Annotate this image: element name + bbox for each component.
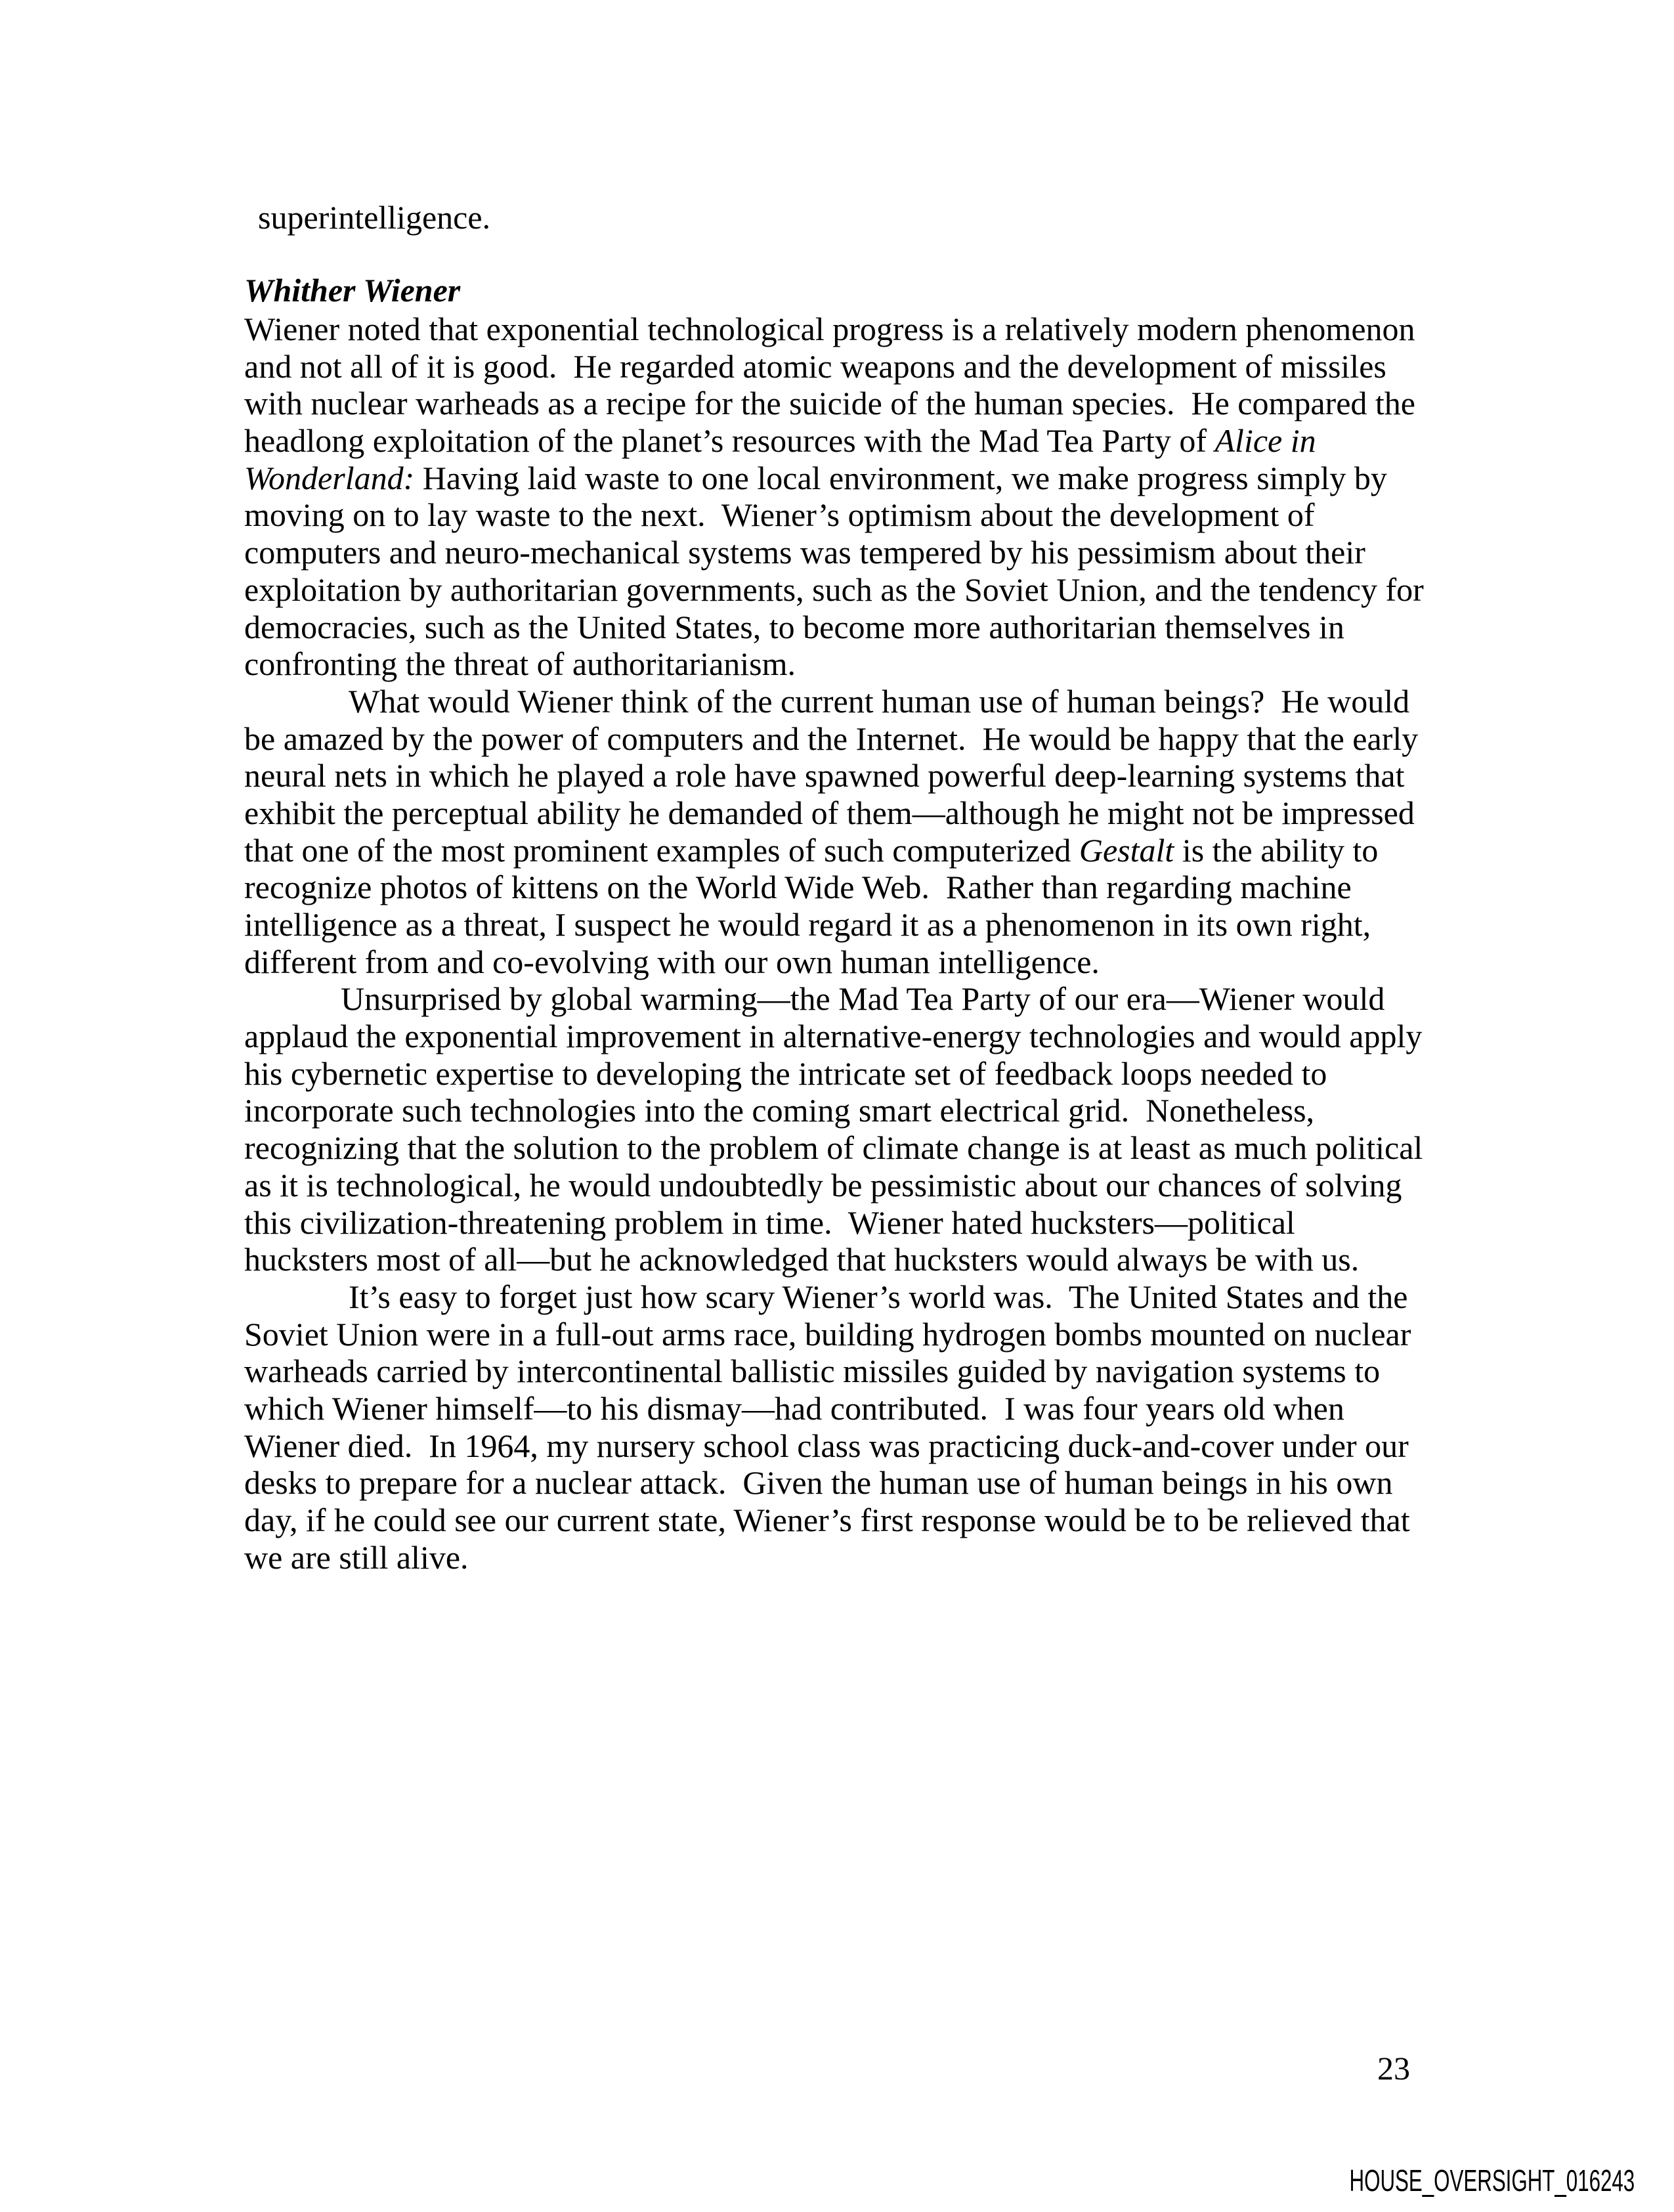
text-line (244, 1167, 1424, 1204)
text-segment: headlong exploitation of the planet’s resources with the Mad Tea Party of (244, 422, 1215, 460)
text-segment: warheads carried by intercontinental ballistic missiles guided by navigation systems to (244, 1353, 1381, 1390)
text-segment: democracies, such as the United States, to become more authoritarian themselves in (244, 608, 1344, 645)
text-line (244, 980, 1424, 1018)
text-segment: desks to prepare for a nuclear attack. Given the human use of human beings in his own (244, 1464, 1393, 1502)
text-line (244, 645, 1424, 683)
text-segment: Unsurprised by global warming—the Mad Tea Party of our era—Wiener would (341, 980, 1385, 1018)
text-line (244, 720, 1424, 758)
text-segment: as it is technological, he would undoubtedly be pessimistic about our chances of solving (244, 1166, 1402, 1204)
text-line (244, 1502, 1424, 1539)
body-text (244, 311, 1424, 1576)
text-line (244, 1092, 1424, 1129)
text-line (244, 496, 1424, 534)
text-line (244, 1241, 1424, 1278)
text-line (244, 683, 1424, 720)
page-number: 23 (1377, 2050, 1410, 2087)
text-segment: recognize photos of kittens on the World Wide Web. Rather than regarding machine (244, 869, 1352, 906)
text-line (244, 1464, 1424, 1502)
text-segment: Wiener died. In 1964, my nursery school class was practicing duck-and-cover under our (244, 1427, 1409, 1464)
text-segment: his cybernetic expertise to developing the intricate set of feedback loops needed to (244, 1054, 1327, 1092)
text-segment: different from and co-evolving with our own human intelligence. (244, 943, 1100, 980)
text-segment: that one of the most prominent examples of such computerized (244, 831, 1079, 869)
text-line (244, 1278, 1424, 1316)
text-line (244, 1427, 1424, 1465)
text-segment: What would Wiener think of the current human use of human beings? He would (349, 682, 1410, 720)
italic-text: Gestalt (1079, 831, 1174, 869)
text-line (244, 794, 1424, 832)
text-segment: which Wiener himself—to his dismay—had contributed. I was four years old when (244, 1389, 1344, 1427)
text-segment: Having laid waste to one local environment, we make progress simply by (414, 459, 1387, 496)
text-line (244, 460, 1424, 497)
text-segment: intelligence as a threat, I suspect he would regard it as a phenomenon in its own right, (244, 906, 1371, 943)
text-segment: this civilization-threatening problem in time. Wiener hated hucksters—political (244, 1204, 1295, 1241)
continued-text-line: superintelligence. (258, 199, 491, 236)
text-segment: Wiener noted that exponential technological progress is a relatively modern phenomenon (244, 311, 1415, 347)
text-segment: day, if he could see our current state, Wiener’s first response would be to be relieved that (244, 1502, 1410, 1538)
text-line (244, 869, 1424, 906)
text-line (244, 348, 1424, 385)
text-line (244, 609, 1424, 646)
text-line (244, 1316, 1424, 1353)
text-line (244, 385, 1424, 422)
text-segment: be amazed by the power of computers and the Internet. He would be happy that the early (244, 720, 1419, 757)
text-line (244, 1539, 1424, 1576)
text-segment: we are still alive. (244, 1538, 469, 1576)
text-segment: moving on to lay waste to the next. Wiener’s optimism about the development of (244, 496, 1315, 534)
text-segment: confronting the threat of authoritarianism. (244, 645, 796, 683)
text-line (244, 311, 1424, 348)
text-line (244, 1018, 1424, 1055)
text-line (244, 757, 1424, 794)
text-segment: recognizing that the solution to the problem of climate change is at least as much political (244, 1129, 1423, 1167)
text-line (244, 832, 1424, 869)
text-segment: exhibit the perceptual ability he demanded of them—although he might not be impressed (244, 794, 1415, 831)
text-line (244, 1204, 1424, 1242)
text-segment: computers and neuro-mechanical systems was tempered by his pessimism about their (244, 534, 1365, 571)
text-line (244, 422, 1424, 460)
text-segment: and not all of it is good. He regarded atomic weapons and the development of missiles (244, 347, 1386, 385)
text-segment: hucksters most of all—but he acknowledged that hucksters would always be with us. (244, 1241, 1360, 1278)
text-segment: exploitation by authoritarian governments, such as the Soviet Union, and the tendency for (244, 571, 1424, 608)
text-line (244, 571, 1424, 609)
text-line (244, 943, 1424, 981)
bates-stamp: HOUSE_OVERSIGHT_016243 (1349, 2163, 1635, 2198)
text-line (244, 1129, 1424, 1167)
text-segment: Soviet Union were in a full-out arms race, building hydrogen bombs mounted on nuclear (244, 1315, 1411, 1353)
text-line (244, 1055, 1424, 1093)
text-segment: applaud the exponential improvement in alternative-energy technologies and would apply (244, 1018, 1423, 1055)
italic-text: Alice in (1214, 422, 1316, 460)
text-line (244, 1353, 1424, 1390)
text-line (244, 906, 1424, 943)
text-segment: is the ability to (1174, 831, 1379, 869)
text-line (244, 1390, 1424, 1427)
section-heading: Whither Wiener (244, 272, 461, 309)
text-line (244, 534, 1424, 571)
text-segment: incorporate such technologies into the coming smart electrical grid. Nonetheless, (244, 1092, 1315, 1129)
text-segment: neural nets in which he played a role have spawned powerful deep-learning systems that (244, 757, 1405, 794)
text-segment: It’s easy to forget just how scary Wiener’s world was. The United States and the (349, 1278, 1408, 1315)
text-segment: with nuclear warheads as a recipe for the suicide of the human species. He compared the (244, 385, 1415, 422)
italic-text: Wonderland: (244, 459, 415, 496)
